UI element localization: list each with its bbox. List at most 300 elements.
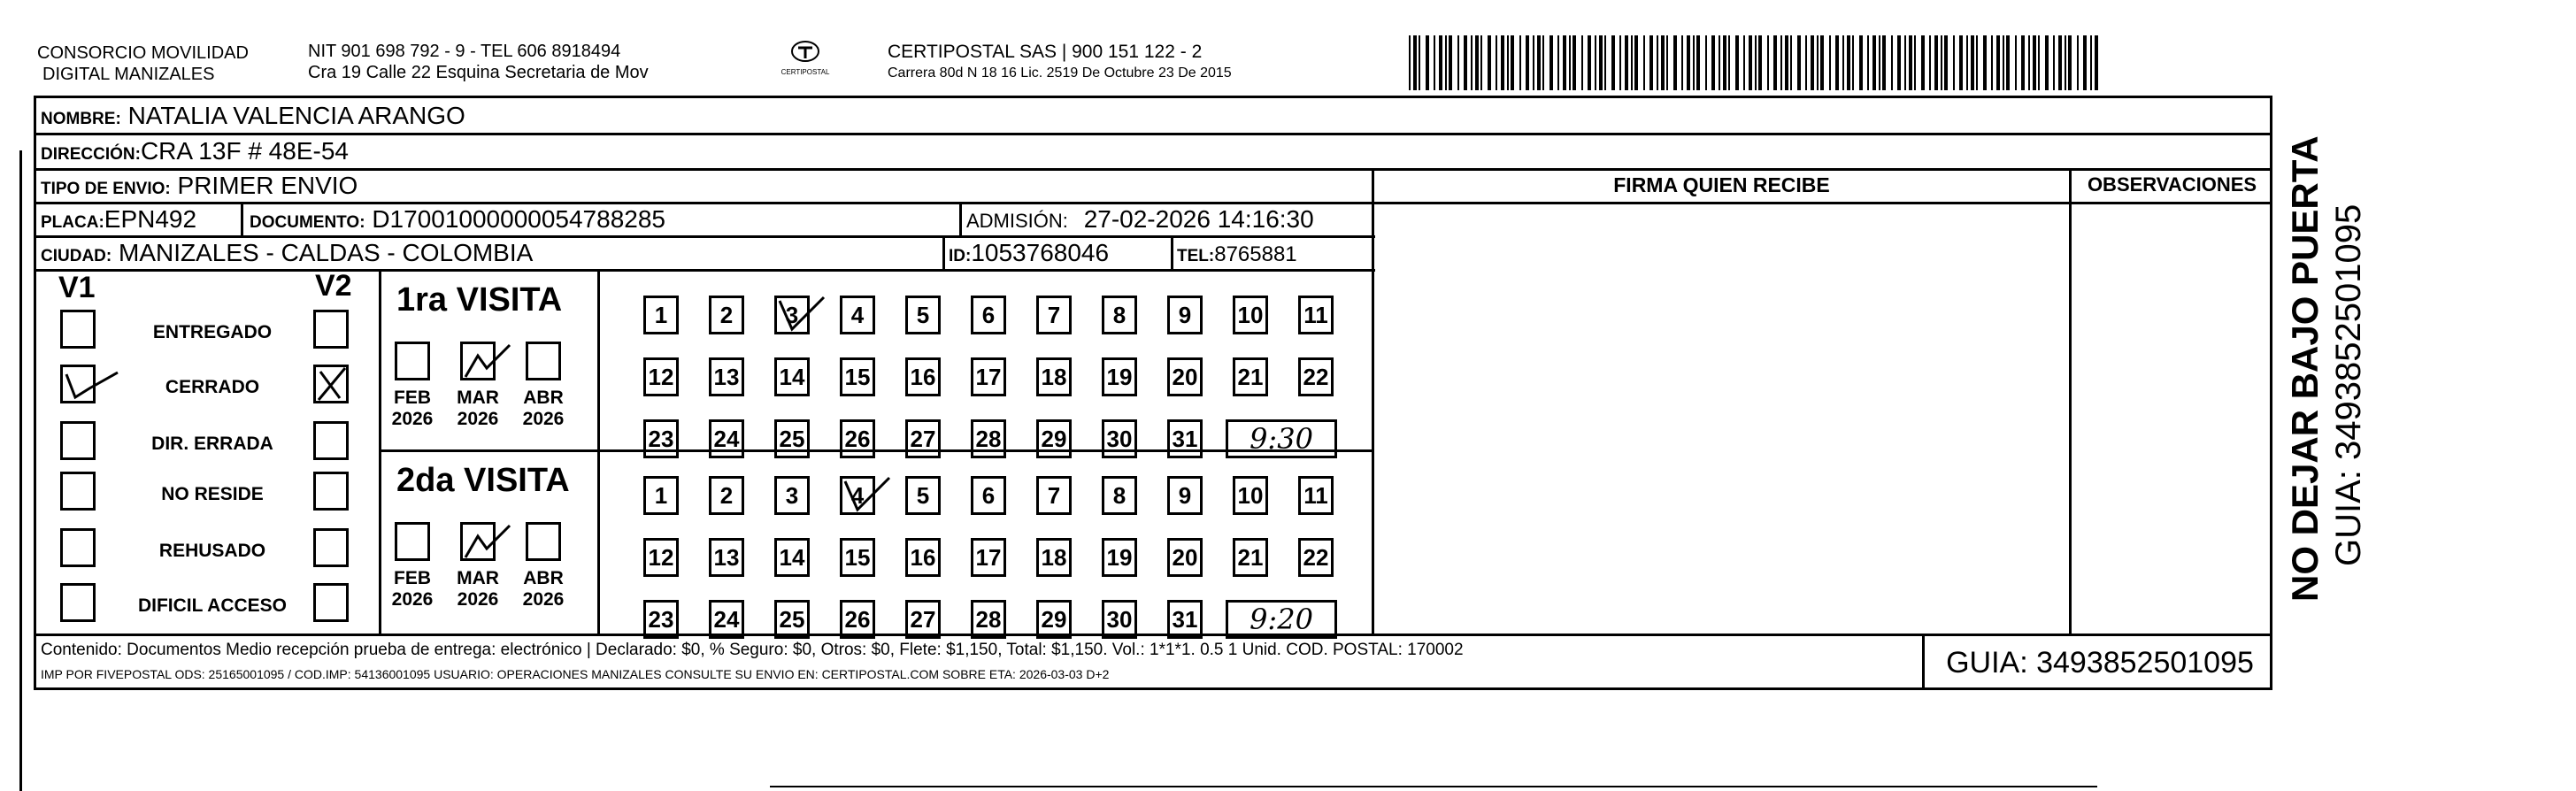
barcode-bar <box>1971 35 1974 90</box>
time-box[interactable] <box>1226 419 1337 458</box>
month-label <box>519 388 568 430</box>
day-number: 19 <box>1106 364 1133 390</box>
firma-area[interactable] <box>1377 205 2067 632</box>
barcode-bar <box>1847 35 1850 90</box>
day-box[interactable] <box>840 600 875 639</box>
v2-checkbox[interactable] <box>313 421 349 460</box>
day-number: 16 <box>910 544 936 571</box>
day-box[interactable] <box>971 419 1006 458</box>
day-number: 26 <box>844 606 871 633</box>
id-value: 1053768046 <box>971 239 1110 266</box>
status-option-label: CERRADO <box>165 377 260 397</box>
month-label <box>388 568 437 611</box>
day-box[interactable] <box>774 538 810 577</box>
tipo-envio-row <box>41 171 358 204</box>
barcode-bar <box>1549 35 1553 90</box>
v1-checkbox[interactable] <box>60 365 96 403</box>
day-number: 18 <box>1041 544 1067 571</box>
barcode-bar <box>2053 35 2055 90</box>
day-box[interactable] <box>774 476 810 515</box>
barcode-bar <box>1634 35 1638 90</box>
check-mark-icon <box>774 296 827 334</box>
day-box[interactable] <box>840 357 875 396</box>
divider <box>1372 168 1374 635</box>
month-checkbox[interactable] <box>460 342 496 380</box>
barcode-bar <box>2090 35 2092 90</box>
barcode-bar <box>1976 35 1978 90</box>
day-number: 4 <box>850 482 865 509</box>
barcode-bar <box>1944 35 1948 90</box>
barcode-bar <box>1625 35 1628 90</box>
barcode-bar <box>1687 35 1690 90</box>
barcode-bar <box>1897 35 1901 90</box>
barcode-bar <box>1983 35 1987 90</box>
day-number: 23 <box>648 606 674 633</box>
day-number: 15 <box>844 544 871 571</box>
day-box[interactable] <box>709 419 744 458</box>
ciudad-value: MANIZALES - CALDAS - COLOMBIA <box>119 239 534 266</box>
barcode-bar <box>1773 35 1777 90</box>
day-number: 3 <box>785 482 799 509</box>
month-checkbox[interactable] <box>395 522 430 561</box>
month-name: FEB <box>394 568 431 588</box>
day-box[interactable] <box>971 357 1006 396</box>
divider <box>34 634 2272 636</box>
day-box[interactable] <box>1102 600 1137 639</box>
day-box[interactable] <box>1233 476 1268 515</box>
barcode-bar <box>1904 35 1906 90</box>
day-number: 23 <box>648 426 674 452</box>
nit-line: NIT 901 698 792 - 9 - TEL 606 8918494 <box>308 42 621 61</box>
barcode-bar <box>1661 35 1665 90</box>
day-box[interactable] <box>840 476 875 515</box>
day-number: 14 <box>779 544 805 571</box>
month-year: 2026 <box>457 409 499 429</box>
day-box[interactable] <box>709 296 744 334</box>
barcode-bar <box>1996 35 2000 90</box>
day-number: 9 <box>1178 482 1192 509</box>
status-option-label: DIFICIL ACCESO <box>137 595 287 616</box>
v2-checkbox[interactable] <box>313 472 349 511</box>
firma-header: FIRMA QUIEN RECIBE <box>1613 173 1830 196</box>
month-year: 2026 <box>391 409 434 429</box>
day-box[interactable] <box>1167 419 1203 458</box>
day-number: 20 <box>1172 544 1198 571</box>
day-box[interactable] <box>1102 476 1137 515</box>
barcode-bar <box>1882 35 1886 90</box>
barcode-bar <box>1723 35 1726 90</box>
check-mark-icon <box>460 522 513 561</box>
handwritten-time: 9:20 <box>1250 603 1313 636</box>
barcode-bar <box>1758 35 1762 90</box>
barcode-bar <box>1817 35 1819 90</box>
day-box[interactable] <box>1233 296 1268 334</box>
day-number: 7 <box>1047 482 1061 509</box>
barcode-bar <box>1511 35 1514 90</box>
barcode-bar <box>1790 35 1792 90</box>
barcode-bar <box>1780 35 1782 90</box>
barcode-bar <box>1619 35 1621 90</box>
side-guia: GUIA: 3493852501095 <box>2329 204 2368 566</box>
day-number: 16 <box>910 364 936 390</box>
barcode-bar <box>1755 35 1757 90</box>
day-box[interactable] <box>643 538 679 577</box>
divider <box>1372 202 2272 204</box>
day-box[interactable] <box>840 419 875 458</box>
day-number: 9 <box>1178 302 1192 328</box>
barcode-bar <box>2058 35 2062 90</box>
day-number: 24 <box>713 606 740 633</box>
side-warning: NO DEJAR BAJO PUERTA <box>2284 135 2326 602</box>
day-number: 13 <box>713 364 740 390</box>
barcode-bar <box>1434 35 1435 90</box>
v2-checkbox[interactable] <box>313 583 349 622</box>
direccion-label: DIRECCIÓN: <box>41 145 141 164</box>
day-number: 4 <box>850 302 865 328</box>
day-box[interactable] <box>1102 419 1137 458</box>
divider <box>379 449 1373 452</box>
day-number: 31 <box>1172 606 1198 633</box>
month-label <box>453 388 503 430</box>
barcode-bar <box>1588 35 1591 90</box>
barcode-bar <box>1749 35 1752 90</box>
direccion-row <box>41 136 349 170</box>
company-line-2: DIGITAL MANIZALES <box>42 65 215 84</box>
imp-text: IMP POR FIVEPOSTAL ODS: 25165001095 / COD.IMP: 54136001095 USUARIO: OPERACIONES MANIZALES CONSULTE SU ENVIO EN: CERTIPOSTAL.COM SOBRE ETA: 2026-03-03 D+2 <box>41 667 1110 681</box>
divider <box>34 168 2272 171</box>
side-text <box>2283 71 2380 602</box>
barcode-bar <box>1921 35 1925 90</box>
barcode-bar <box>1835 35 1839 90</box>
day-number: 21 <box>1237 364 1264 390</box>
day-box[interactable] <box>905 419 941 458</box>
day-number: 24 <box>713 426 740 452</box>
contenido-text: Contenido: Documentos Medio recepción prueba de entrega: electrónico | Declarado: $0, % Seguro: $0, Otros: $0, Flete: $1,150, Total: $1,150. Vol.: 1*1*1. 0.5 1 Unid. COD. POSTAL: 170002 <box>41 641 1464 659</box>
month-label <box>519 568 568 611</box>
day-box[interactable] <box>840 296 875 334</box>
v2-checkbox[interactable] <box>313 365 349 403</box>
placa-label: PLACA: <box>41 213 104 232</box>
v1-checkbox[interactable] <box>60 421 96 460</box>
day-box[interactable] <box>1036 296 1072 334</box>
barcode-bar <box>1595 35 1596 90</box>
documento-cell <box>250 204 665 238</box>
barcode-bar <box>1941 35 1942 90</box>
visit-title: 2da VISITA <box>396 462 570 499</box>
barcode-bar <box>1696 35 1700 90</box>
id-cell <box>949 238 1109 272</box>
barcode-bar <box>1507 35 1509 90</box>
day-box[interactable] <box>1167 600 1203 639</box>
day-box[interactable] <box>905 476 941 515</box>
v1-label: V1 <box>58 271 96 304</box>
admision-cell <box>966 204 1314 236</box>
month-label <box>453 568 503 611</box>
barcode-bar <box>1785 35 1788 90</box>
margin-line <box>19 150 22 791</box>
status-option-label: REHUSADO <box>158 541 266 561</box>
day-number: 19 <box>1106 544 1133 571</box>
day-box[interactable] <box>1298 296 1334 334</box>
barcode-bar <box>2077 35 2079 90</box>
day-box[interactable] <box>840 538 875 577</box>
barcode-bar <box>1797 35 1801 90</box>
v1-checkbox[interactable] <box>60 583 96 622</box>
day-box[interactable] <box>971 538 1006 577</box>
day-box[interactable] <box>1298 538 1334 577</box>
day-box[interactable] <box>905 357 941 396</box>
barcode-bar <box>1743 35 1745 90</box>
barcode-bar <box>1488 35 1491 90</box>
month-checkbox[interactable] <box>395 342 430 380</box>
day-box[interactable] <box>1167 538 1203 577</box>
barcode-bar <box>2095 35 2098 90</box>
day-box[interactable] <box>971 600 1006 639</box>
day-box[interactable] <box>709 538 744 577</box>
day-number: 10 <box>1237 482 1264 509</box>
barcode-bar <box>2068 35 2072 90</box>
barcode-bar <box>1563 35 1566 90</box>
barcode-icon <box>1409 35 2099 90</box>
day-number: 29 <box>1041 606 1067 633</box>
barcode-bar <box>1449 35 1452 90</box>
barcode-bar <box>1842 35 1844 90</box>
v2-checkbox[interactable] <box>313 310 349 349</box>
month-name: MAR <box>457 388 499 408</box>
barcode-bar <box>1767 35 1769 90</box>
day-box[interactable] <box>709 357 744 396</box>
day-number: 2 <box>719 482 734 509</box>
barcode-bar <box>1537 35 1541 90</box>
barcode-bar <box>1867 35 1869 90</box>
barcode-bar <box>1728 35 1730 90</box>
divider <box>2069 168 2072 635</box>
day-box[interactable] <box>905 296 941 334</box>
barcode-bar <box>1475 35 1479 90</box>
barcode-bar <box>1569 35 1571 90</box>
barcode-bar <box>1852 35 1854 90</box>
day-number: 5 <box>916 482 930 509</box>
barcode-bar <box>1929 35 1931 90</box>
day-box[interactable] <box>1298 357 1334 396</box>
day-box[interactable] <box>774 296 810 334</box>
month-name: MAR <box>457 568 499 588</box>
day-box[interactable] <box>1233 538 1268 577</box>
check-mark-icon <box>840 476 893 515</box>
day-number: 25 <box>779 426 805 452</box>
day-box[interactable] <box>1102 357 1137 396</box>
day-number: 18 <box>1041 364 1067 390</box>
company-name <box>37 42 249 85</box>
divider <box>597 269 600 635</box>
observaciones-area[interactable] <box>2074 205 2271 632</box>
barcode-bar <box>2033 35 2036 90</box>
courier-line-2: Carrera 80d N 18 16 Lic. 2519 De Octubre 23 De 2015 <box>888 65 1232 81</box>
month-year: 2026 <box>522 589 565 610</box>
divider <box>1922 634 1925 690</box>
ciudad-label: CIUDAD: <box>41 247 112 265</box>
v1-checkbox[interactable] <box>60 310 96 349</box>
day-number: 20 <box>1172 364 1198 390</box>
day-number: 27 <box>910 606 936 633</box>
barcode-bar <box>1657 35 1658 90</box>
barcode-bar <box>2028 35 2030 90</box>
divider <box>1171 235 1173 271</box>
nombre-row <box>41 101 465 134</box>
day-number: 12 <box>648 544 674 571</box>
barcode-bar <box>2015 35 2017 90</box>
day-box[interactable] <box>1102 538 1137 577</box>
day-number: 3 <box>785 302 799 328</box>
barcode-bar <box>1573 35 1576 90</box>
address-line: Cra 19 Calle 22 Esquina Secretaria de Mov <box>308 63 649 82</box>
tel-cell <box>1177 238 1297 272</box>
divider <box>241 202 243 237</box>
day-number: 10 <box>1237 302 1264 328</box>
day-number: 8 <box>1112 302 1127 328</box>
month-checkbox[interactable] <box>526 342 561 380</box>
month-name: ABR <box>523 388 564 408</box>
month-year: 2026 <box>391 589 434 610</box>
barcode-bar <box>1673 35 1677 90</box>
day-box[interactable] <box>643 296 679 334</box>
day-box[interactable] <box>971 476 1006 515</box>
day-number: 14 <box>779 364 805 390</box>
day-box[interactable] <box>971 296 1006 334</box>
barcode-bar <box>1879 35 1880 90</box>
barcode-bar <box>1604 35 1606 90</box>
day-box[interactable] <box>774 419 810 458</box>
v1-checkbox[interactable] <box>60 472 96 511</box>
day-box[interactable] <box>774 357 810 396</box>
day-box[interactable] <box>1036 419 1072 458</box>
day-box[interactable] <box>643 600 679 639</box>
day-box[interactable] <box>1036 538 1072 577</box>
v1-checkbox[interactable] <box>60 528 96 567</box>
barcode-bar <box>2038 35 2040 90</box>
day-number: 30 <box>1106 606 1133 633</box>
day-box[interactable] <box>1233 357 1268 396</box>
barcode-bar <box>1705 35 1707 90</box>
barcode-bar <box>1457 35 1459 90</box>
day-box[interactable] <box>774 600 810 639</box>
barcode-bar <box>1735 35 1739 90</box>
day-box[interactable] <box>1167 296 1203 334</box>
barcode-bar <box>1934 35 1938 90</box>
month-name: ABR <box>523 568 564 588</box>
day-box[interactable] <box>643 476 679 515</box>
v2-checkbox[interactable] <box>313 528 349 567</box>
tel-label: TEL: <box>1177 247 1215 265</box>
day-number: 17 <box>975 544 1002 571</box>
barcode-bar <box>1891 35 1893 90</box>
check-mark-icon <box>460 342 513 380</box>
day-number: 1 <box>654 302 668 328</box>
admision-value: 27-02-2026 14:16:30 <box>1083 205 1314 233</box>
day-box[interactable] <box>1036 600 1072 639</box>
divider <box>942 235 945 271</box>
direccion-value: CRA 13F # 48E-54 <box>140 137 349 165</box>
barcode-bar <box>1519 35 1521 90</box>
day-number: 1 <box>654 482 668 509</box>
barcode-bar <box>1445 35 1447 90</box>
courier-line-1: CERTIPOSTAL SAS | 900 151 122 - 2 <box>888 42 1203 62</box>
company-contact <box>308 41 649 83</box>
documento-value: D17001000000054788285 <box>372 205 665 233</box>
day-number: 8 <box>1112 482 1127 509</box>
placa-cell <box>41 204 196 238</box>
time-box[interactable] <box>1226 600 1337 639</box>
barcode-bar <box>1631 35 1633 90</box>
day-number: 21 <box>1237 544 1264 571</box>
month-year: 2026 <box>457 589 499 610</box>
day-number: 22 <box>1303 544 1329 571</box>
certipostal-logo <box>779 39 832 83</box>
barcode-bar <box>1820 35 1824 90</box>
day-box[interactable] <box>1036 357 1072 396</box>
day-number: 6 <box>981 302 996 328</box>
barcode-bar <box>2065 35 2066 90</box>
nombre-label: NOMBRE: <box>41 110 121 128</box>
day-box[interactable] <box>905 538 941 577</box>
barcode-bar <box>1914 35 1916 90</box>
day-number: 11 <box>1303 482 1328 509</box>
barcode-bar <box>2006 35 2010 90</box>
day-box[interactable] <box>1167 476 1203 515</box>
barcode-bar <box>2045 35 2049 90</box>
divider <box>379 269 381 635</box>
day-box[interactable] <box>1167 357 1203 396</box>
day-number: 13 <box>713 544 740 571</box>
barcode-bar <box>1859 35 1863 90</box>
barcode-bar <box>1526 35 1529 90</box>
barcode-bar <box>1464 35 1467 90</box>
courier-info <box>888 41 1232 83</box>
month-checkbox[interactable] <box>526 522 561 561</box>
barcode-bar <box>1643 35 1645 90</box>
day-number: 11 <box>1303 302 1328 328</box>
barcode-bar <box>1426 35 1429 90</box>
day-box[interactable] <box>709 476 744 515</box>
barcode-bar <box>1681 35 1683 90</box>
tipo-label: TIPO DE ENVIO: <box>41 180 171 198</box>
day-box[interactable] <box>1036 476 1072 515</box>
barcode-bar <box>1419 35 1420 90</box>
day-number: 27 <box>910 426 936 452</box>
tel-value: 8765881 <box>1214 242 1297 266</box>
bottom-line <box>770 786 2097 787</box>
barcode-bar <box>1909 35 1912 90</box>
day-number: 17 <box>975 364 1002 390</box>
day-box[interactable] <box>1298 476 1334 515</box>
divider <box>959 202 962 237</box>
day-box[interactable] <box>1102 296 1137 334</box>
barcode-bar <box>1480 35 1482 90</box>
month-checkbox[interactable] <box>460 522 496 561</box>
company-line-1: CONSORCIO MOVILIDAD <box>37 43 249 63</box>
day-number: 12 <box>648 364 674 390</box>
placa-value: EPN492 <box>104 205 197 233</box>
day-box[interactable] <box>643 419 679 458</box>
day-number: 6 <box>981 482 996 509</box>
day-box[interactable] <box>643 357 679 396</box>
ciudad-cell <box>41 238 533 272</box>
day-box[interactable] <box>709 600 744 639</box>
day-number: 7 <box>1047 302 1061 328</box>
day-box[interactable] <box>905 600 941 639</box>
barcode-bar <box>1542 35 1544 90</box>
documento-label: DOCUMENTO: <box>250 213 365 232</box>
